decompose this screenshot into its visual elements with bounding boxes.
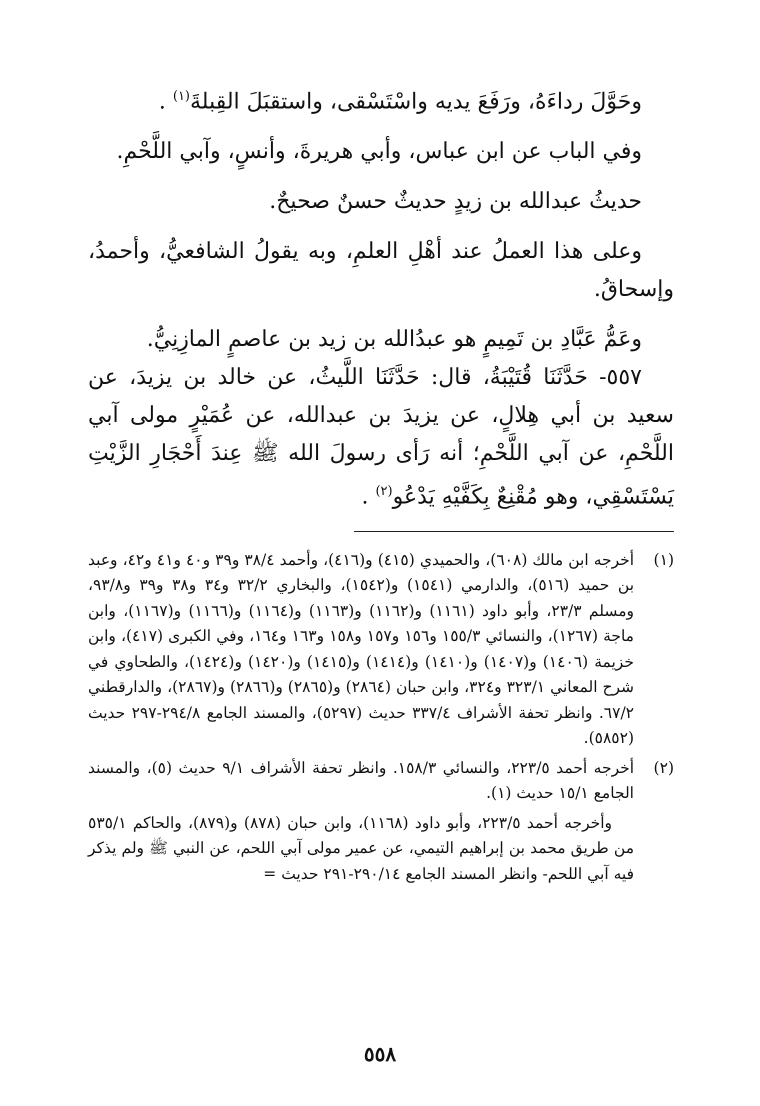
footnote-ref-1: (١) bbox=[172, 89, 190, 104]
footnote-2-text: أخرجه أحمد ٢٢٣/٥، والنسائي ١٥٨/٣. وانظر تحفة الأشراف ٩/١ حديث (٥)، والمسند الجامع ١٥/١ حديث (١). bbox=[88, 758, 635, 803]
main-text bbox=[88, 78, 674, 517]
paragraph-5: وعَمُّ عَبَّادِ بن تَمِيمٍ هو عبدُالله بن زيد بن عاصمٍ المازِنِيُّ. bbox=[146, 327, 642, 353]
paragraph-2: وفي الباب عن ابن عباس، وأبي هريرةَ، وأنسٍ، وآبي اللَّحْمِ. bbox=[116, 139, 642, 165]
paragraph-1-text: وحَوَّلَ رداءَهُ، ورَفَعَ يديه واسْتَسْقى، واستقبَلَ القِبلةَ bbox=[190, 89, 642, 115]
hadith-557-text: ٥٥٧- حَدَّثَنَا قُتَيْبَةُ، قال: حَدَّثَنَا اللَّيثُ، عن خالد بن يزيدَ، عن سعيد بن أبي هِلالٍ، عن يزيدَ بن عبدالله، عن عُمَيْرٍ مولى آبي اللَّحْمِ، عن آبي اللَّحْمِ؛ أنه رَأى رسولَ الله ﷺ عِندَ أَحْجَارِ الزَّيْتِ يَسْتَسْقِي، وهو مُقْنِعٌ بِكَفَّيْهِ يَدْعُو bbox=[88, 365, 674, 510]
footnote-ref-2: (٢) bbox=[375, 484, 393, 500]
footnote-1-number: (١) bbox=[653, 550, 674, 569]
footnotes bbox=[88, 548, 674, 888]
footnote-1 bbox=[88, 548, 674, 752]
page-body bbox=[88, 78, 674, 887]
hadith-557 bbox=[88, 359, 674, 516]
paragraph-1 bbox=[88, 78, 674, 121]
footnote-2 bbox=[88, 756, 674, 888]
paragraph-3: حديثُ عبدالله بن زيدٍ حديثٌ حسنٌ صحيحٌ. bbox=[269, 189, 642, 215]
paragraph-4: وعلى هذا العملُ عند أهْلِ العلمِ، وبه يقولُ الشافعيُّ، وأحمدُ، وإسحاقُ. bbox=[88, 239, 674, 303]
hadith-557-end: . bbox=[361, 484, 376, 510]
footnote-2-number: (٢) bbox=[653, 758, 674, 777]
footnote-divider bbox=[354, 531, 674, 532]
page-number: ٥٥٨ bbox=[363, 1042, 397, 1066]
footnote-1-text: أخرجه ابن مالك (٦٠٨)، والحميدي (٤١٥) و(٤١٦)، وأحمد ٣٨/٤ و٣٩ و٤٠ و٤١ و٤٢، وعبد بن حميد (٥١٦)، والدارمي (١٥٤١) و(١٥٤٢)، والبخاري ٣٢/٢ و٣٤ و٣٨ و٣٩ و٩٣/٨، ومسلم ٢٣/٣، وأبو داود (١١٦١) و(١١٦٢) و(١١٦٣) و(١١٦٤) و(١١٦٦) و(١١٦٧)، وابن ماجة (١٢٦٧)، والنسائي ١٥٥/٣ و١٥٦ و١٥٧ و١٥٨ و١٦٣ و١٦٤، وفي الكبرى (٤١٧)، وابن خزيمة (١٤٠٦) و(١٤٠٧) و(١٤١٠) و(١٤١٤) و(١٤١٥) و(١٤٢٠) و(١٤٢٤)، والطحاوي في شرح المعاني ٣٢٣/١ و٣٢٤، وابن حبان (٢٨٦٤) و(٢٨٦٥) و(٢٨٦٦) و(٢٨٦٧)، والدارقطني ٦٧/٢. وانظر تحفة الأشراف ٣٣٧/٤ حديث (٥٢٩٧)، والمسند الجامع ٢٩٤/٨-٢٩٧ حديث (٥٨٥٢). bbox=[88, 550, 635, 748]
footnote-2-continuation: وأخرجه أحمد ٢٢٣/٥، وأبو داود (١١٦٨)، وابن حبان (٨٧٨) و(٨٧٩)، والحاكم ٥٣٥/١ من طريق محمد بن إبراهيم التيمي، عن عمير مولى آبي اللحم، عن النبي ﷺ ولم يذكر فيه آبي اللحم- وانظر المسند الجامع ٢٩٠/١٤-٢٩١ حديث = bbox=[88, 813, 634, 883]
paragraph-1-end: . bbox=[158, 89, 173, 115]
